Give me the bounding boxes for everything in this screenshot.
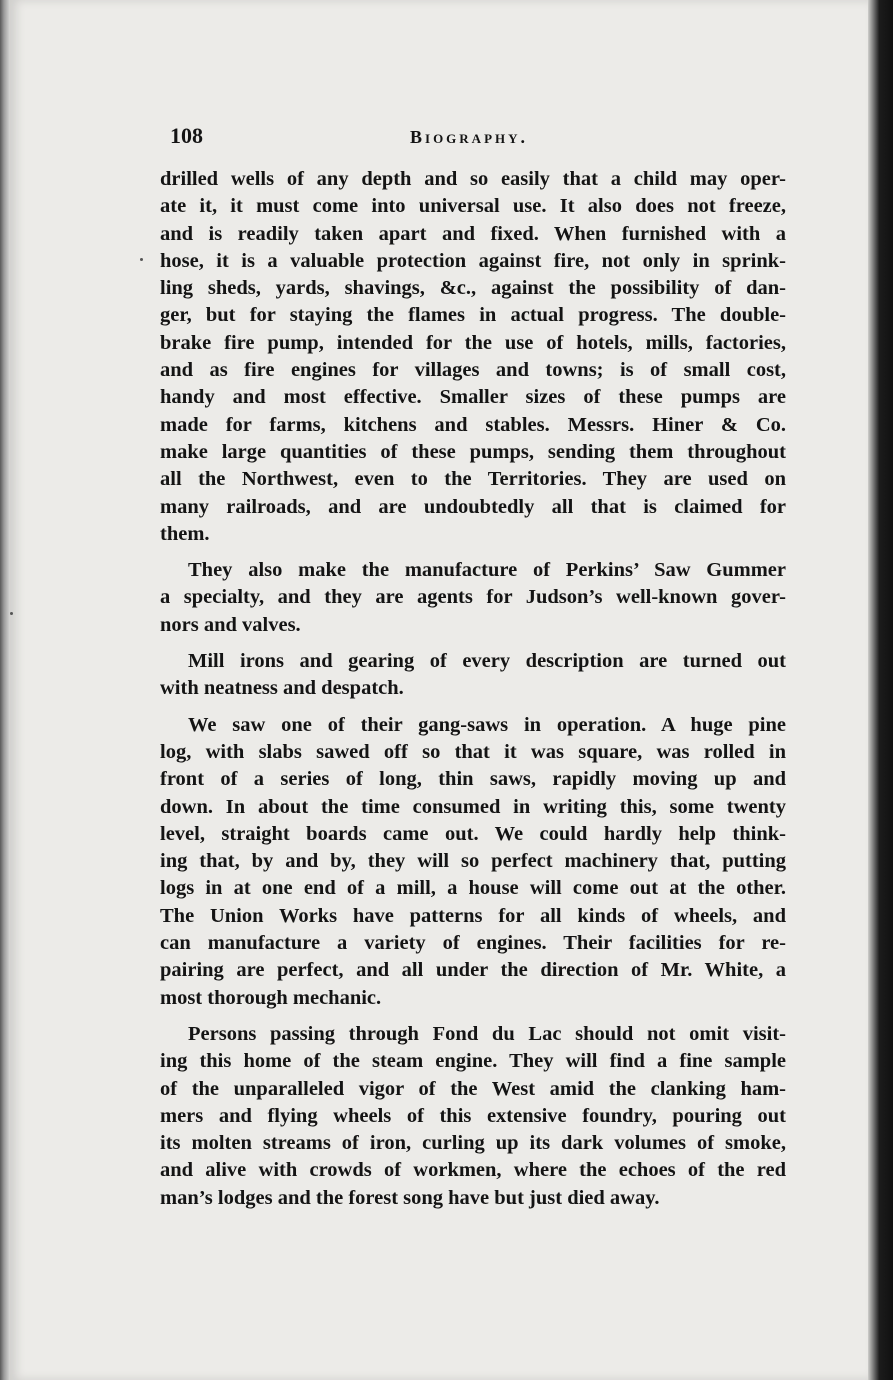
text-line: log, with slabs sawed off so that it was square, was rolled in — [160, 740, 786, 763]
text-line: down. In about the time consumed in writing this, some twenty — [160, 795, 786, 818]
text-line: Persons passing through Fond du Lac should not omit visit- — [188, 1022, 786, 1045]
paragraph — [160, 557, 786, 639]
text-line: level, straight boards came out. We could hardly help think- — [160, 822, 786, 845]
paragraph — [160, 166, 786, 548]
text-line: The Union Works have patterns for all kinds of wheels, and — [160, 904, 786, 927]
text-line: brake fire pump, intended for the use of hotels, mills, factories, — [160, 331, 786, 354]
text-line: Mill irons and gearing of every description are turned out — [188, 650, 786, 673]
text-line: them. — [160, 522, 210, 545]
text-line: ing this home of the steam engine. They will find a fine sample — [160, 1050, 786, 1073]
text-line: a specialty, and they are agents for Judson’s well-known gover- — [160, 586, 786, 609]
text-line: made for farms, kitchens and stables. Messrs. Hiner & Co. — [160, 413, 786, 436]
text-line: man’s lodges and the forest song have but just died away. — [160, 1186, 660, 1209]
text-line: its molten streams of iron, curling up its dark volumes of smoke, — [160, 1132, 786, 1155]
text-line: handy and most effective. Smaller sizes of these pumps are — [160, 386, 786, 409]
text-line: front of a series of long, thin saws, rapidly moving up and — [160, 768, 786, 791]
text-line: can manufacture a variety of engines. Their facilities for re- — [160, 932, 786, 955]
paragraph — [160, 712, 786, 1012]
paragraph-gap — [160, 639, 786, 648]
text-line: ling sheds, yards, shavings, &c., against the possibility of dan- — [160, 277, 786, 300]
text-line: logs in at one end of a mill, a house will come out at the other. — [160, 877, 786, 900]
page-number: 108 — [170, 123, 203, 148]
text-line: make large quantities of these pumps, sending them throughout — [160, 440, 786, 463]
paragraph — [160, 1021, 786, 1212]
margin-speck — [10, 612, 13, 615]
text-line: We saw one of their gang-saws in operation. A huge pine — [188, 713, 786, 736]
margin-speck — [140, 258, 143, 261]
text-line: most thorough mechanic. — [160, 986, 382, 1009]
text-line: drilled wells of any depth and so easily that a child may oper- — [160, 168, 786, 190]
text-line: with neatness and despatch. — [160, 677, 404, 700]
text-line: mers and flying wheels of this extensive foundry, pouring out — [160, 1104, 786, 1127]
text-line: and alive with crowds of workmen, where the echoes of the red — [160, 1159, 786, 1182]
text-line: hose, it is a valuable protection against fire, not only in sprink- — [160, 249, 786, 272]
text-line: ate it, it must come into universal use. It also does not freeze, — [160, 195, 786, 218]
book-edge-right — [868, 0, 893, 1380]
text-line: and is readily taken apart and fixed. When furnished with a — [160, 222, 786, 245]
text-line: They also make the manufacture of Perkins’ Saw Gummer — [188, 559, 786, 582]
text-line: pairing are perfect, and all under the direction of Mr. White, a — [160, 959, 786, 982]
paragraph-gap — [160, 1012, 786, 1021]
body-text — [160, 166, 786, 1212]
text-line: ger, but for staying the flames in actual progress. The double- — [160, 304, 786, 327]
text-line: of the unparalleled vigor of the West amid the clanking ham- — [160, 1077, 786, 1100]
paragraph-gap — [160, 703, 786, 712]
text-line: all the Northwest, even to the Territories. They are used on — [160, 468, 786, 491]
text-line: many railroads, and are undoubtedly all that is claimed for — [160, 495, 786, 518]
text-line: and as fire engines for villages and towns; is of small cost, — [160, 359, 786, 382]
book-gutter-left — [0, 0, 10, 1380]
text-line: ing that, by and by, they will so perfect machinery that, putting — [160, 850, 786, 873]
running-head: Biography. — [410, 127, 529, 147]
paragraph-gap — [160, 548, 786, 557]
text-line: nors and valves. — [160, 613, 301, 636]
paragraph — [160, 648, 786, 703]
page-header — [170, 123, 790, 157]
